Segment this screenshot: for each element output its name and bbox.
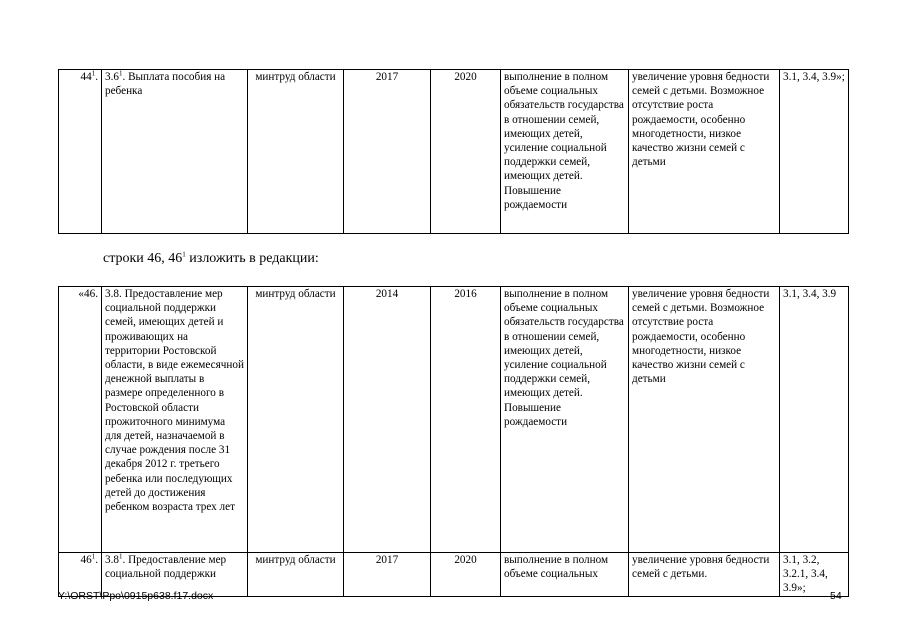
amendment-heading (103, 250, 319, 268)
table-row (59, 70, 849, 234)
row-number-cell (59, 70, 102, 234)
table-row (59, 287, 849, 553)
table-continuation (58, 69, 849, 234)
links-cell: 3.1, 3.4, 3.9 (780, 287, 849, 553)
heading-text: строки 46, 46 (103, 251, 183, 266)
measure-cell: 3.8. Предоставление мер социальной поддержки семей, имеющих детей и проживающих на территории Ростовской области, в виде ежемесячной денежной выплаты в размере определенного в Ростовской области прожиточного минимума для детей, назначаемой в случае рождения после 31 декабря 2012 г. третьего ребенка или последующих детей до достижения ребенком возраста трех лет (102, 287, 248, 553)
measure-text: . Предоставление мер социальной поддержки (105, 554, 227, 581)
start-year-cell: 2017 (344, 70, 431, 234)
heading-superscript: 1 (182, 250, 186, 259)
page-number: 54 (830, 590, 842, 602)
measure-superscript: 1 (118, 69, 123, 78)
start-year-cell: 2014 (344, 287, 431, 553)
row-number-cell: «46. (59, 287, 102, 553)
start-year-cell: 2017 (344, 553, 431, 597)
measure-superscript: 1 (118, 552, 123, 561)
expected-result-cell: выполнение в полном объеме социальных (501, 553, 629, 597)
row-number-superscript: 1 (91, 69, 96, 78)
consequences-cell: увеличение уровня бедности семей с детьми. Возможное отсутствие роста рождаемости, особенно многодетности, низкое качество жизни семей с детьми (629, 70, 780, 234)
row-number: 46 (80, 554, 92, 566)
end-year-cell: 2020 (431, 70, 501, 234)
expected-result-cell: выполнение в полном объеме социальных обязательств государства в отношении семей, имеющих детей, усиление социальной поддержки семей, имеющих детей. Повышение рождаемости (501, 287, 629, 553)
end-year-cell: 2020 (431, 553, 501, 597)
links-cell: 3.1, 3.4, 3.9»; (780, 70, 849, 234)
end-year-cell: 2016 (431, 287, 501, 553)
row-number-suffix: . (95, 554, 98, 566)
executor-cell: минтруд области (248, 287, 344, 553)
table-amended-rows (58, 286, 849, 597)
executor-cell: минтруд области (248, 553, 344, 597)
measure-text: . Выплата пособия на ребенка (105, 71, 226, 98)
row-number-suffix: . (95, 71, 98, 83)
footer-file-path: Y:\ORST\Ppo\0915p638.f17.docx (58, 590, 214, 602)
expected-result-cell: выполнение в полном объеме социальных обязательств государства в отношении семей, имеющих детей, усиление социальной поддержки семей, имеющих детей. Повышение рождаемости (501, 70, 629, 234)
links-cell: 3.1, 3.2, 3.2.1, 3.4, 3.9»; (780, 553, 849, 597)
measure-number: 3.8 (105, 554, 119, 566)
measure-number: 3.6 (105, 71, 119, 83)
executor-cell: минтруд области (248, 70, 344, 234)
row-number: 44 (80, 71, 92, 83)
heading-suffix: изложить в редакции: (185, 251, 319, 266)
consequences-cell: увеличение уровня бедности семей с детьми. Возможное отсутствие роста рождаемости, особенно многодетности, низкое качество жизни семей с детьми (629, 287, 780, 553)
consequences-cell: увеличение уровня бедности семей с детьми. (629, 553, 780, 597)
measure-cell (102, 70, 248, 234)
row-number-superscript: 1 (91, 552, 96, 561)
